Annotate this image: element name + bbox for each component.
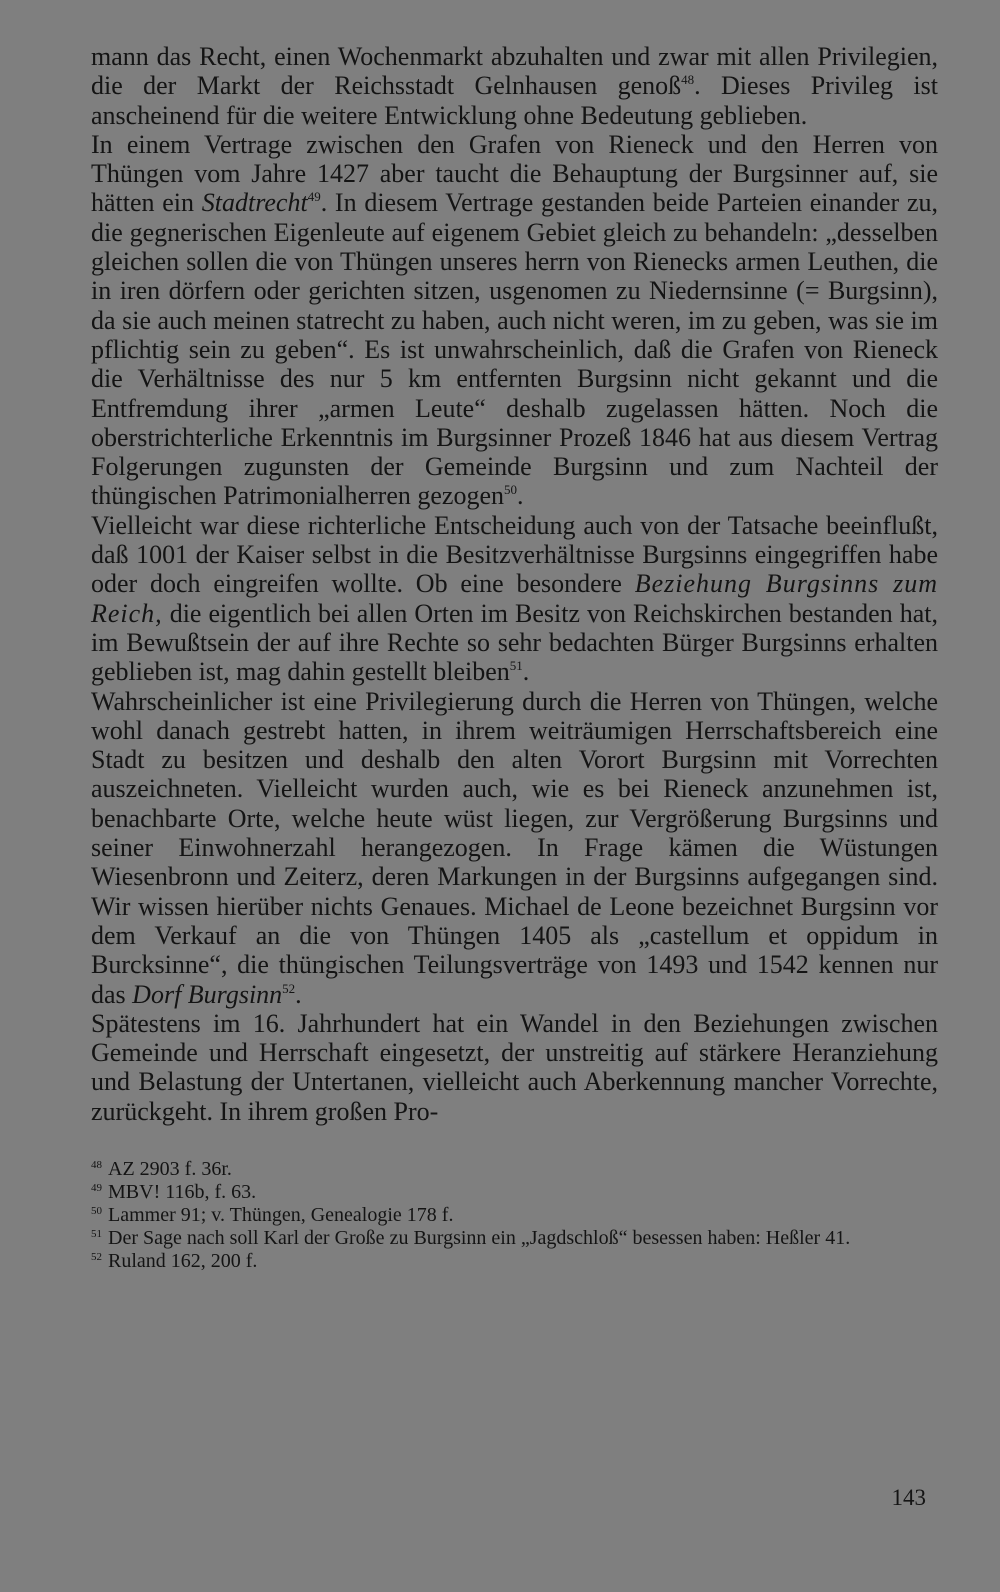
paragraph-1 (91, 42, 938, 130)
footnote (91, 1250, 938, 1273)
footnote (91, 1158, 938, 1181)
footnote (91, 1227, 938, 1250)
emphasis-text: Beziehung Burgsinns zum Reich, (91, 569, 938, 628)
paragraph-3 (91, 511, 938, 687)
footnote-number: 49 (91, 1181, 102, 1194)
footnote-ref: 52 (282, 980, 296, 996)
paragraph-2 (91, 130, 938, 511)
paragraph-text: . (295, 979, 302, 1009)
paragraph-text: . (516, 481, 524, 511)
emphasis-text: Dorf Burgsinn (132, 979, 283, 1009)
paragraph-5 (91, 1009, 938, 1126)
footnote (91, 1204, 938, 1227)
footnote-text: AZ 2903 f. 36r. (108, 1157, 232, 1180)
paragraph-text: Wahrscheinlicher ist eine Privilegierung durch die Herren von Thüngen, welche wohl danach gestrebt hatten, in ihrem weiträumigen Herrschaftsbereich eine Stadt zu besitzen und deshalb den alten Vorort Burgsinn mit Vorrechten auszeichneten. Vielleicht wurden auch, wie es bei Rieneck anzunehmen ist, benachbarte Orte, welche heute wüst liegen, zur Vergrößerung Burgsinns und seiner Einwohnerzahl herangezogen. In Frage kämen die Wüstungen Wiesenbronn und Zeiterz, deren Markungen in der Burgsinns aufgegangen sind. Wir wissen hierüber nichts Genaues. Michael de Leone bezeichnet Burgsinn vor dem Verkauf an die von Thüngen 1405 als „castellum et oppidum in Burcksinne“, die thüngischen Teilungsverträge von 1493 und 1542 kennen nur das (91, 686, 938, 1009)
footnote (91, 1181, 938, 1204)
paragraph-text: In einem Vertrage zwischen den Grafen von Rieneck und den Herren von Thüngen vom Jahre 1427 aber taucht die Behauptung der Burgsinner auf, sie hätten ein (91, 129, 938, 218)
footnote-number: 48 (91, 1158, 102, 1171)
paragraph-text: Spätestens im 16. Jahrhundert hat ein Wandel in den Beziehungen zwischen Gemeinde und Herrschaft eingesetzt, der unstreitig auf stärkere Heranziehung und Belastung der Untertanen, vielleicht auch Aberkennung mancher Vorrechte, zurückgeht. In ihrem großen Pro- (91, 1008, 938, 1126)
paragraph-text: Vielleicht war diese richterliche Entscheidung auch von der Tatsache beeinflußt, daß 1001 der Kaiser selbst in die Besitzverhältnisse Burgsinns eingegriffen habe oder doch eingreifen wollte. Ob eine besondere (91, 510, 938, 599)
paragraph-text: . (522, 657, 530, 687)
emphasis-text: Stadtrecht (201, 188, 308, 218)
footnote-text: Ruland 162, 200 f. (108, 1249, 258, 1272)
footnote-ref: 50 (503, 482, 517, 498)
footnote-number: 52 (91, 1250, 102, 1263)
footnote-ref: 49 (307, 189, 321, 205)
paragraph-text: mann das Recht, einen Wochenmarkt abzuhalten und zwar mit allen Privilegien, die der Markt der Reichsstadt Gelnhausen genoß (91, 42, 938, 101)
footnotes (91, 1158, 938, 1273)
footnote-number: 51 (91, 1227, 102, 1240)
page-body (91, 42, 938, 1273)
footnote-ref: 51 (509, 658, 523, 674)
footnote-ref: 48 (681, 72, 695, 88)
paragraph-text: . In diesem Vertrage gestanden beide Parteien einander zu, die gegnerischen Eigenleute auf eigenem Gebiet gleich zu behandeln: „desselben gleichen sollen die von Thüngen unseres herrn von Rienecks armen Leuthen, die in iren dörfern oder gerichten sitzen, usgenomen zu Niedernsinne (= Burgsinn), da sie auch meinen statrecht zu haben, auch nicht weren, im zu geben, was sie im pflichtig sein zu geben“. Es ist unwahrscheinlich, daß die Grafen von Rieneck die Verhältnisse des nur 5 km entfernten Burgsinn nicht gekannt und die Entfremdung ihrer „armen Leute“ deshalb zugelassen hätten. Noch die oberstrichterliche Erkenntnis im Burgsinner Prozeß 1846 hat aus diesem Vertrag Folgerungen zugunsten der Gemeinde Burgsinn und zum Nachteil der thüngischen Patrimonialherren gezogen (91, 188, 938, 511)
footnote-number: 50 (91, 1204, 102, 1217)
paragraph-text: die eigentlich bei allen Orten im Besitz von Reichskirchen bestanden hat, im Bewußtsein der auf ihre Rechte so sehr bedachten Bürger Burgsinns erhalten geblieben ist, mag dahin gestellt bleiben (91, 598, 938, 687)
page-number: 143 (891, 1485, 926, 1510)
footnote-text: Lammer 91; v. Thüngen, Genealogie 178 f. (108, 1203, 454, 1226)
paragraph-4 (91, 687, 938, 1009)
footnote-text: MBV! 116b, f. 63. (108, 1180, 257, 1203)
paragraph-text: . Dieses Privileg ist anscheinend für die weitere Entwicklung ohne Bedeutung geblieben. (91, 71, 938, 130)
footnote-text: Der Sage nach soll Karl der Große zu Burgsinn ein „Jagdschloß“ besessen haben: Heßler 41. (108, 1226, 851, 1249)
